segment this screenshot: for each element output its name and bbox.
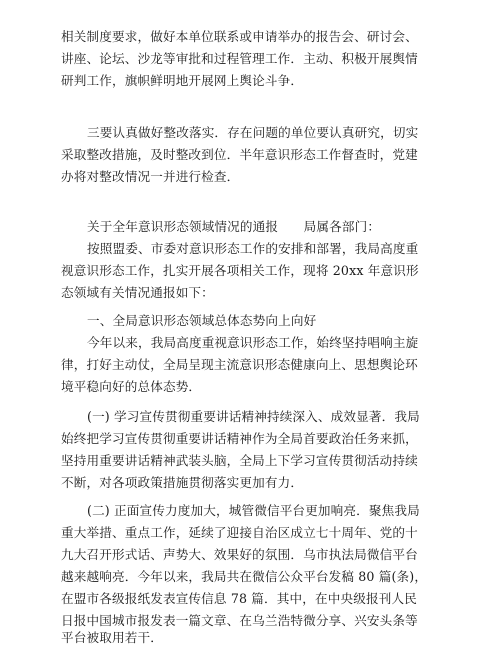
paragraph-line: 平台被取用若干． [61, 630, 163, 645]
paragraph-line: 律，打好主动仗，全局呈现主流意识形态健康向上、思想舆论环 [61, 357, 418, 372]
paragraph-line: 日报中国城市报发表一篇文章、在乌兰浩特微分享、兴安头条等 [61, 613, 418, 628]
paragraph-line: 在盟市各级报纸发表宣传信息 78 篇．其中，在中央级报刊人民 [61, 591, 417, 606]
paragraph-line: 三要认真做好整改落实．存在问题的单位要认真研究，切实 [87, 125, 419, 140]
paragraph-line: 今年以来，我局高度重视意识形态工作，始终坚持唱响主旋 [87, 335, 419, 350]
notice-title-line: 关于全年意识形态领域情况的通报 局属各部门： [87, 219, 381, 234]
paragraph-line: 办将对整改情况一并进行检查． [61, 169, 240, 184]
paragraph-line: 讲座、论坛、沙龙等审批和过程管理工作．主动、积极开展舆情 [61, 51, 418, 66]
paragraph-line: 重大举措、重点工作，延续了迎接自治区成立七十周年、党的十 [61, 525, 418, 540]
paragraph-line: 始终把学习宣传贯彻重要讲话精神作为全局首要政治任务来抓， [61, 431, 418, 446]
paragraph-line: 不断，对各项政策措施贯彻落实更加有力． [61, 475, 304, 490]
paragraph-line: 越来越响亮．今年以来，我局共在微信公众平台发稿 80 篇(条)， [61, 569, 428, 584]
paragraph-line: (二) 正面宣传力度加大，城管微信平台更加响亮．聚焦我局 [87, 503, 420, 518]
paragraph-line: 采取整改措施，及时整改到位．半年意识形态工作督查时，党建 [61, 147, 418, 162]
section-heading: 一、全局意识形态领域总体态势向上向好 [87, 313, 317, 328]
paragraph-line: 九大召开形式话、声势大、效果好的氛围．乌市执法局微信平台 [61, 547, 418, 562]
paragraph-line: 视意识形态工作，扎实开展各项相关工作，现将 20xx 年意识形 [61, 263, 419, 278]
paragraph-line: 态领域有关情况通报如下： [61, 285, 214, 300]
paragraph-line: (一) 学习宣传贯彻重要讲话精神持续深入、成效显著．我局 [87, 409, 420, 424]
paragraph-line: 相关制度要求，做好本单位联系或申请举办的报告会、研讨会、 [61, 29, 418, 44]
paragraph-line: 坚持用重要讲话精神武装头脑，全局上下学习宣传贯彻活动持续 [61, 453, 418, 468]
paragraph-line: 研判工作，旗帜鲜明地开展网上舆论斗争． [61, 73, 304, 88]
paragraph-line: 境平稳向好的总体态势． [61, 379, 202, 394]
paragraph-line: 按照盟委、市委对意识形态工作的安排和部署，我局高度重 [87, 241, 419, 256]
